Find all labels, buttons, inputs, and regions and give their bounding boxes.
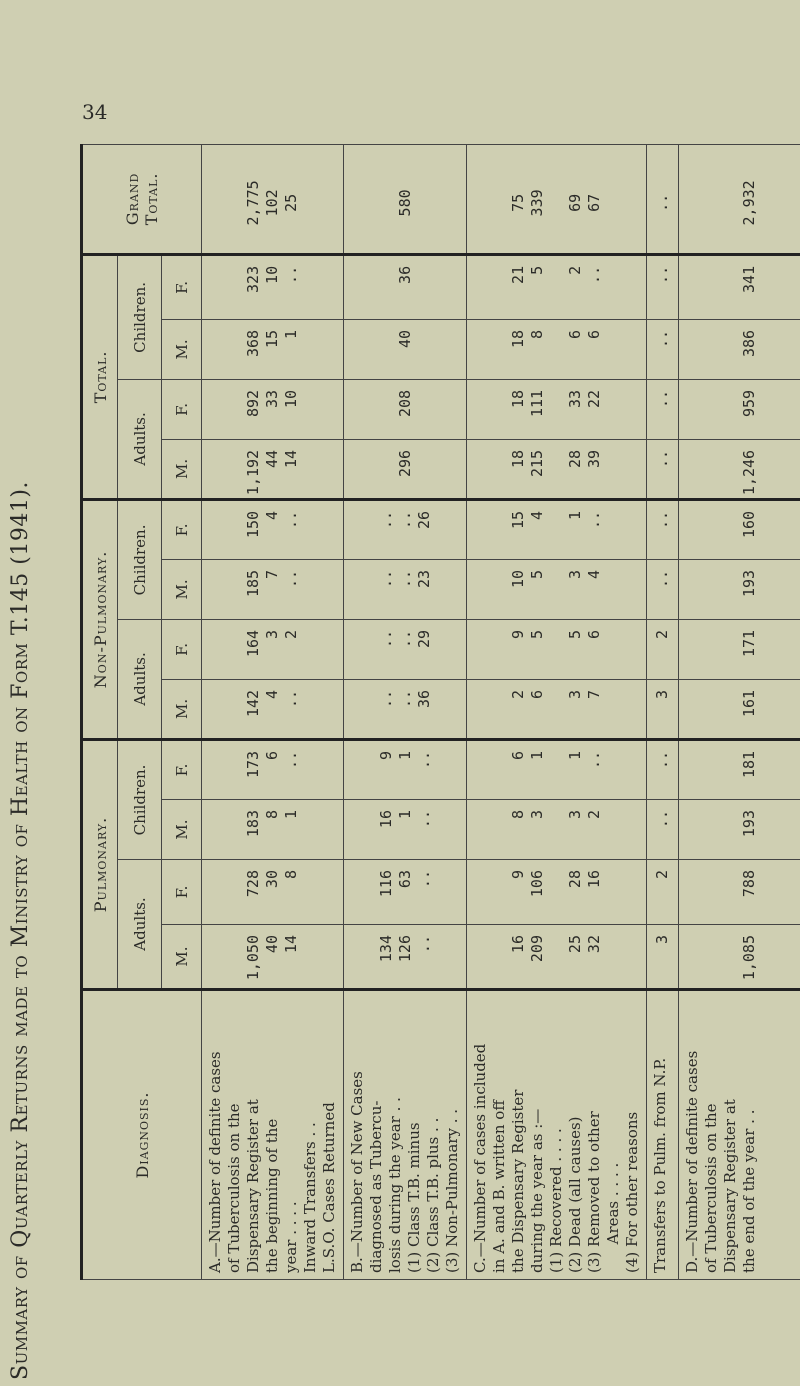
value: 5 — [528, 265, 546, 275]
value-cell — [344, 319, 467, 379]
value: 150 — [244, 510, 262, 538]
summary-table-rotated — [80, 145, 790, 1280]
diagnosis-text: during the year as :— — [528, 1108, 546, 1273]
value: 1,050 — [244, 935, 262, 981]
spacer — [547, 330, 566, 377]
sex-header: M. — [162, 925, 202, 990]
value-cell — [202, 499, 344, 559]
value: 33 — [566, 389, 584, 408]
value: 2 — [653, 870, 671, 880]
value-cell — [467, 925, 647, 990]
sex-header: F. — [162, 254, 202, 319]
pulmonary-header: Pulmonary. — [82, 739, 118, 989]
grand-total-header: Grand Total. — [82, 144, 202, 254]
value: 3 — [263, 629, 281, 639]
value: 40 — [263, 935, 281, 954]
value-cell — [202, 144, 344, 254]
value: 6 — [566, 329, 584, 339]
age-header: Children. — [118, 499, 162, 619]
value: .. — [653, 193, 671, 212]
diagnosis-text: Dispensary Register at — [721, 1099, 739, 1273]
value: 15 — [509, 510, 527, 529]
total-header: Total. — [82, 254, 118, 499]
value: 171 — [740, 629, 758, 658]
value: .. — [585, 510, 603, 529]
value-cell — [647, 439, 679, 499]
diagnosis-text: (3) Removed to other — [585, 1111, 603, 1273]
value: 1 — [566, 510, 584, 520]
value: 18 — [509, 389, 527, 408]
value: 4 — [585, 569, 603, 579]
value-cell — [467, 860, 647, 925]
diagnosis-text: B.—Number of New Cases — [348, 1071, 366, 1273]
value-cell — [679, 499, 800, 559]
value: .. — [653, 750, 671, 770]
value-cell — [647, 379, 679, 439]
value-cell — [647, 925, 679, 990]
value-cell — [467, 800, 647, 860]
value-cell — [467, 144, 647, 254]
value-cell — [467, 559, 647, 619]
value-cell — [344, 860, 467, 925]
value: 959 — [740, 389, 758, 417]
value: 2 — [585, 810, 603, 820]
value: 9 — [376, 750, 395, 760]
value: 728 — [244, 870, 262, 898]
value-cell — [679, 925, 800, 990]
value-cell — [647, 619, 679, 679]
value-cell — [202, 679, 344, 739]
value: .. — [653, 265, 671, 284]
sex-header: M. — [162, 439, 202, 499]
page-number: 34 — [82, 100, 108, 124]
value: 28 — [566, 870, 584, 889]
value: 25 — [282, 193, 300, 212]
value: 15 — [263, 329, 281, 348]
value: 3 — [566, 810, 584, 820]
value: 4 — [263, 510, 281, 520]
diagnosis-text: Transfers to Pulm. from N.P. — [651, 1057, 669, 1273]
value: 1,085 — [740, 935, 758, 981]
value: .. — [282, 689, 300, 709]
non-pulmonary-header: Non-Pulmonary. — [82, 499, 118, 739]
value-cell — [344, 499, 467, 559]
value: 23 — [414, 569, 433, 589]
diagnosis-text: D.—Number of definite cases — [683, 1050, 701, 1273]
value: 63 — [395, 870, 414, 889]
table-row — [679, 144, 800, 1279]
value: 6 — [585, 329, 603, 339]
value-cell — [647, 499, 679, 559]
value: 339 — [528, 189, 546, 217]
diagnosis-text: of Tuberculosis on the — [225, 1103, 243, 1273]
value: 185 — [244, 569, 262, 598]
age-header: Children. — [118, 739, 162, 859]
sex-header: M. — [162, 319, 202, 379]
value-cell — [467, 439, 647, 499]
value: 4 — [263, 689, 281, 699]
diagnosis-text: A.—Number of definite cases — [206, 1051, 224, 1273]
value: 1,246 — [740, 449, 758, 496]
value: 22 — [585, 389, 603, 408]
value: .. — [395, 629, 414, 649]
value: .. — [376, 629, 395, 649]
sex-header: F. — [162, 739, 202, 799]
value-cell — [344, 144, 467, 254]
value: 134 — [376, 935, 395, 963]
value-cell — [679, 439, 800, 499]
value: 3 — [653, 935, 671, 945]
spacer — [547, 630, 566, 677]
value: 29 — [414, 629, 433, 649]
value: 3 — [528, 810, 546, 820]
diagnosis-text: in A. and B. written off — [490, 1100, 508, 1273]
table-row — [647, 144, 679, 1279]
value-cell — [344, 379, 467, 439]
value: 386 — [740, 329, 758, 357]
value: .. — [282, 510, 300, 529]
age-header: Adults. — [118, 860, 162, 990]
value: 173 — [244, 750, 262, 779]
value: 32 — [585, 935, 603, 954]
diagnosis-text: (2) Class T.B. plus . . — [424, 1117, 442, 1273]
value: 126 — [395, 935, 414, 963]
value: 33 — [263, 389, 281, 408]
value: 16 — [376, 810, 395, 829]
value: 1 — [528, 750, 546, 760]
sex-header: F. — [162, 860, 202, 925]
value: 323 — [244, 265, 262, 293]
value-cell — [679, 739, 800, 799]
value: 7 — [585, 689, 603, 699]
value: 5 — [528, 629, 546, 639]
value: 18 — [509, 329, 527, 348]
value: .. — [395, 510, 414, 529]
diagnosis-text: the end of the year . . — [740, 1109, 758, 1273]
diagnosis-cell — [679, 990, 800, 1280]
value: 40 — [395, 329, 414, 348]
age-header: Children. — [118, 254, 162, 379]
value: .. — [376, 689, 395, 709]
value: .. — [585, 265, 603, 284]
value: 2 — [509, 689, 527, 699]
value: 6 — [528, 689, 546, 699]
table-row — [202, 144, 344, 1279]
value: 193 — [740, 569, 758, 598]
value: .. — [653, 329, 671, 348]
value: 215 — [528, 449, 546, 477]
value: 44 — [263, 449, 281, 468]
value: .. — [395, 569, 414, 589]
value: .. — [653, 810, 671, 829]
value-cell — [467, 379, 647, 439]
value-cell — [344, 559, 467, 619]
value-cell — [679, 679, 800, 739]
sex-header: M. — [162, 800, 202, 860]
diagnosis-text: (3) Non-Pulmonary . . — [443, 1108, 461, 1273]
value: .. — [414, 810, 433, 829]
sex-header: F. — [162, 499, 202, 559]
value: 10 — [263, 265, 281, 284]
value-cell — [344, 739, 467, 799]
diagnosis-text: (2) Dead (all causes) — [566, 1116, 584, 1273]
value: 1,192 — [244, 449, 262, 496]
diagnosis-cell — [344, 990, 467, 1280]
sex-header: M. — [162, 679, 202, 739]
value-cell — [202, 800, 344, 860]
value: 75 — [509, 193, 527, 212]
value: 1 — [282, 329, 300, 339]
value-cell — [647, 144, 679, 254]
table-row — [344, 144, 467, 1279]
value: 7 — [263, 569, 281, 579]
value: 116 — [376, 870, 395, 898]
value: .. — [653, 510, 671, 529]
spacer — [547, 690, 566, 736]
value: 2,932 — [740, 180, 758, 226]
value: 164 — [244, 629, 262, 658]
value: .. — [653, 569, 671, 589]
diagnosis-cell — [202, 990, 344, 1280]
value: .. — [414, 870, 433, 889]
value: .. — [414, 750, 433, 770]
value: .. — [585, 750, 603, 770]
value-cell — [679, 800, 800, 860]
value: 16 — [509, 935, 527, 954]
value-cell — [202, 559, 344, 619]
spacer — [547, 935, 566, 986]
value: 2 — [653, 629, 671, 639]
value: 16 — [585, 870, 603, 889]
diagnosis-text: diagnosed as Tubercu- — [367, 1100, 385, 1273]
value: 26 — [414, 510, 433, 529]
spacer — [547, 751, 566, 797]
value-cell — [679, 254, 800, 319]
value-cell — [647, 559, 679, 619]
diagnosis-text: Inward Transfers . . — [301, 1122, 319, 1273]
value: 106 — [528, 870, 546, 898]
diagnosis-cell — [647, 990, 679, 1280]
value: 67 — [585, 193, 603, 212]
value: .. — [414, 935, 433, 954]
value: 341 — [740, 265, 758, 293]
value-cell — [647, 254, 679, 319]
value: 160 — [740, 510, 758, 538]
value-cell — [647, 800, 679, 860]
value-cell — [467, 254, 647, 319]
value: 102 — [263, 189, 281, 217]
summary-table — [80, 144, 800, 1280]
spacer — [547, 810, 566, 857]
value: 161 — [740, 689, 758, 718]
value-cell — [344, 925, 467, 990]
value: 368 — [244, 329, 262, 357]
value: .. — [376, 569, 395, 589]
value: 4 — [528, 510, 546, 520]
table-row — [467, 144, 647, 1279]
sex-header: F. — [162, 379, 202, 439]
sex-header: M. — [162, 559, 202, 619]
value: 8 — [263, 810, 281, 820]
value: 193 — [740, 810, 758, 838]
value: 1 — [395, 750, 414, 760]
value: 10 — [282, 389, 300, 408]
sex-header: F. — [162, 619, 202, 679]
value: 9 — [509, 629, 527, 639]
value: 28 — [566, 449, 584, 468]
value-cell — [344, 800, 467, 860]
spacer — [547, 511, 566, 557]
value: 2 — [282, 629, 300, 639]
diagnosis-text: of Tuberculosis on the — [702, 1103, 720, 1273]
value-cell — [202, 619, 344, 679]
value: 3 — [653, 689, 671, 699]
value: 183 — [244, 810, 262, 838]
value: .. — [282, 750, 300, 770]
value-cell — [647, 860, 679, 925]
value-cell — [202, 860, 344, 925]
value-cell — [344, 619, 467, 679]
diagnosis-text: Dispensary Register at — [244, 1099, 262, 1273]
diagnosis-text: (1) Recovered . . . . — [547, 1128, 565, 1273]
value-cell — [344, 679, 467, 739]
page-title: Summary of Quarterly Returns made to Ministry of Health on Form T.145 (1941). — [8, 481, 33, 1380]
value-cell — [202, 319, 344, 379]
value-cell — [202, 925, 344, 990]
diagnosis-header: Diagnosis. — [82, 990, 202, 1280]
value-cell — [679, 319, 800, 379]
diagnosis-text: L.S.O. Cases Returned — [320, 1102, 338, 1273]
value-cell — [202, 379, 344, 439]
value: 208 — [395, 389, 414, 417]
value-cell — [467, 499, 647, 559]
spacer — [547, 266, 566, 317]
value: 10 — [509, 569, 527, 589]
value: 142 — [244, 689, 262, 718]
value-cell — [467, 679, 647, 739]
diagnosis-text: Areas . . . . — [604, 1162, 622, 1273]
value-cell — [467, 739, 647, 799]
value-cell — [647, 319, 679, 379]
value: 6 — [263, 750, 281, 760]
value: 181 — [740, 750, 758, 779]
value: 36 — [395, 265, 414, 284]
value: 25 — [566, 935, 584, 954]
value-cell — [344, 254, 467, 319]
value: 1 — [566, 750, 584, 760]
value: 580 — [395, 189, 414, 217]
value-cell — [202, 439, 344, 499]
diagnosis-text: year . . . . — [282, 1201, 300, 1273]
value-cell — [679, 559, 800, 619]
diagnosis-text: the Dispensary Register — [509, 1089, 527, 1273]
value: 111 — [528, 389, 546, 417]
value-cell — [679, 379, 800, 439]
value: 3 — [566, 689, 584, 699]
value-cell — [647, 679, 679, 739]
value-cell — [679, 144, 800, 254]
value: 36 — [414, 689, 433, 709]
diagnosis-text: (4) For other reasons — [623, 1111, 641, 1273]
value: 2 — [566, 265, 584, 275]
value: 69 — [566, 193, 584, 212]
value: 39 — [585, 449, 603, 468]
spacer — [547, 450, 566, 496]
spacer — [547, 870, 566, 922]
value: 788 — [740, 870, 758, 898]
value: 5 — [528, 569, 546, 579]
spacer — [547, 570, 566, 617]
value: 18 — [509, 449, 527, 468]
diagnosis-cell — [467, 990, 647, 1280]
age-header: Adults. — [118, 619, 162, 739]
value: 1 — [282, 810, 300, 820]
diagnosis-text: the beginning of the — [263, 1118, 281, 1273]
value: .. — [282, 265, 300, 284]
value: 6 — [509, 750, 527, 760]
value: 2,775 — [244, 180, 262, 226]
value-cell — [202, 254, 344, 319]
value: 8 — [282, 870, 300, 880]
value-cell — [202, 739, 344, 799]
value: 14 — [282, 449, 300, 468]
diagnosis-text: C.—Number of cases included — [471, 1043, 489, 1273]
value-cell — [467, 619, 647, 679]
value: .. — [395, 689, 414, 709]
value: .. — [653, 389, 671, 408]
value: .. — [282, 569, 300, 589]
spacer — [547, 390, 566, 437]
value: .. — [653, 449, 671, 468]
value-cell — [679, 860, 800, 925]
value-cell — [647, 739, 679, 799]
value: 9 — [509, 870, 527, 880]
value: 21 — [509, 265, 527, 284]
value: 8 — [528, 329, 546, 339]
value: 1 — [395, 810, 414, 820]
value-cell — [344, 439, 467, 499]
value-cell — [467, 319, 647, 379]
diagnosis-text: (1) Class T.B. minus — [405, 1122, 423, 1273]
value: 209 — [528, 935, 546, 963]
age-header: Adults. — [118, 379, 162, 499]
value: .. — [376, 510, 395, 529]
value: 6 — [585, 629, 603, 639]
value: 296 — [395, 449, 414, 477]
value: 8 — [509, 810, 527, 820]
value: 30 — [263, 870, 281, 889]
value: 3 — [566, 569, 584, 579]
spacer — [547, 155, 566, 251]
value: 892 — [244, 389, 262, 417]
value-cell — [679, 619, 800, 679]
diagnosis-text: losis during the year . . — [386, 1097, 404, 1273]
value: 5 — [566, 629, 584, 639]
value: 14 — [282, 935, 300, 954]
